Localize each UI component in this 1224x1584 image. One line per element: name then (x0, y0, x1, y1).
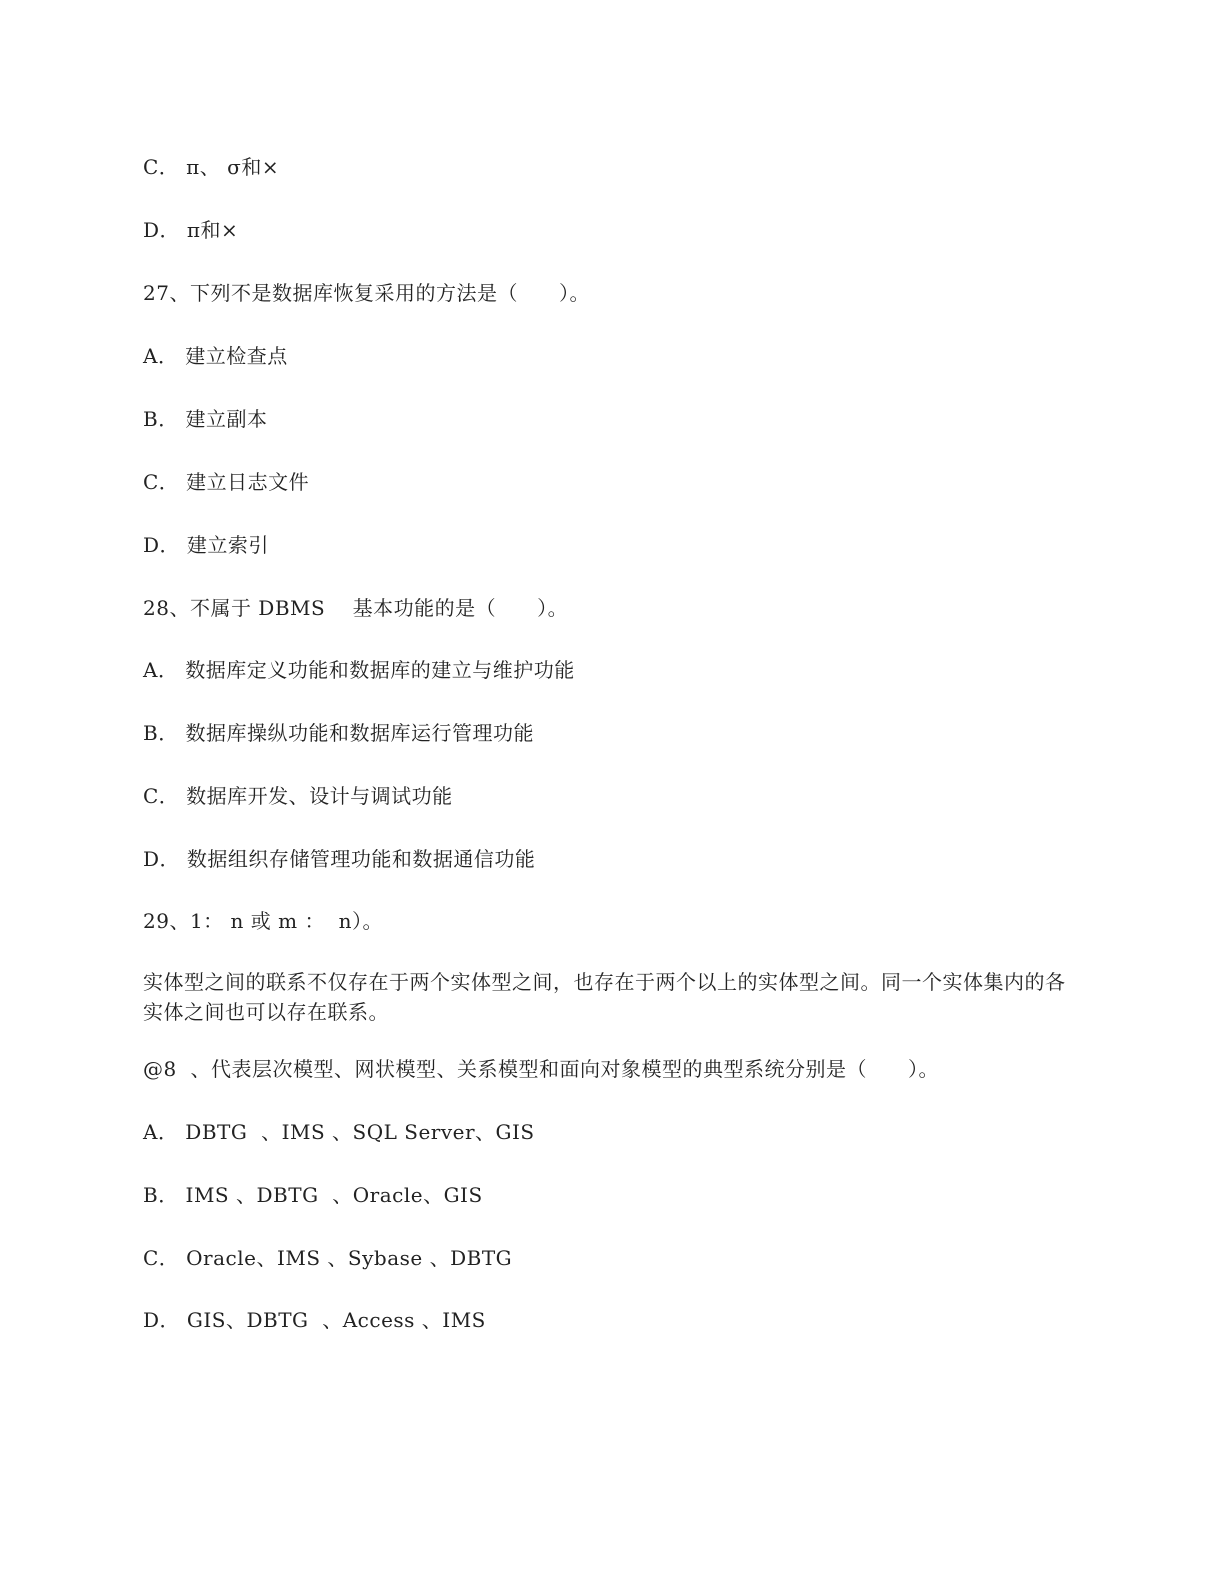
q27-option-d: D． 建立索引 (143, 533, 269, 557)
q27-option-b: B． 建立副本 (143, 407, 268, 431)
q27-option-a: A． 建立检查点 (143, 344, 288, 368)
q28-question: 28、不属于 DBMS 基本功能的是（ ）。 (143, 596, 569, 620)
q28-option-a: A． 数据库定义功能和数据库的建立与维护功能 (143, 658, 575, 682)
q27-option-c: C． 建立日志文件 (143, 470, 310, 494)
q27-question: 27、下列不是数据库恢复采用的方法是（ ）。 (143, 281, 590, 305)
q28-option-c: C． 数据库开发、设计与调试功能 (143, 784, 453, 808)
q30-question: @8 、代表层次模型、网状模型、关系模型和面向对象模型的典型系统分别是（ ）。 (143, 1057, 939, 1081)
q30-option-d: D． GIS、DBTG 、Access 、IMS (143, 1308, 486, 1332)
q26-option-c: C． π、 σ和× (143, 155, 280, 179)
q30-option-c: C． Oracle、IMS 、Sybase 、DBTG (143, 1246, 513, 1270)
q28-option-b: B． 数据库操纵功能和数据库运行管理功能 (143, 721, 535, 745)
q30-option-b: B． IMS 、DBTG 、Oracle、GIS (143, 1183, 483, 1207)
q29-fragment: 29、1： n 或 m ： n）。 (143, 909, 384, 933)
q30-option-a: A． DBTG 、IMS 、SQL Server、GIS (143, 1120, 535, 1144)
explanation-paragraph: 实体型之间的联系不仅存在于两个实体型之间，也存在于两个以上的实体型之间。同一个实体集内的各实体之间也可以存在联系。 (143, 970, 1066, 1024)
q26-option-d: D． π和× (143, 218, 239, 242)
q28-option-d: D． 数据组织存储管理功能和数据通信功能 (143, 847, 536, 871)
